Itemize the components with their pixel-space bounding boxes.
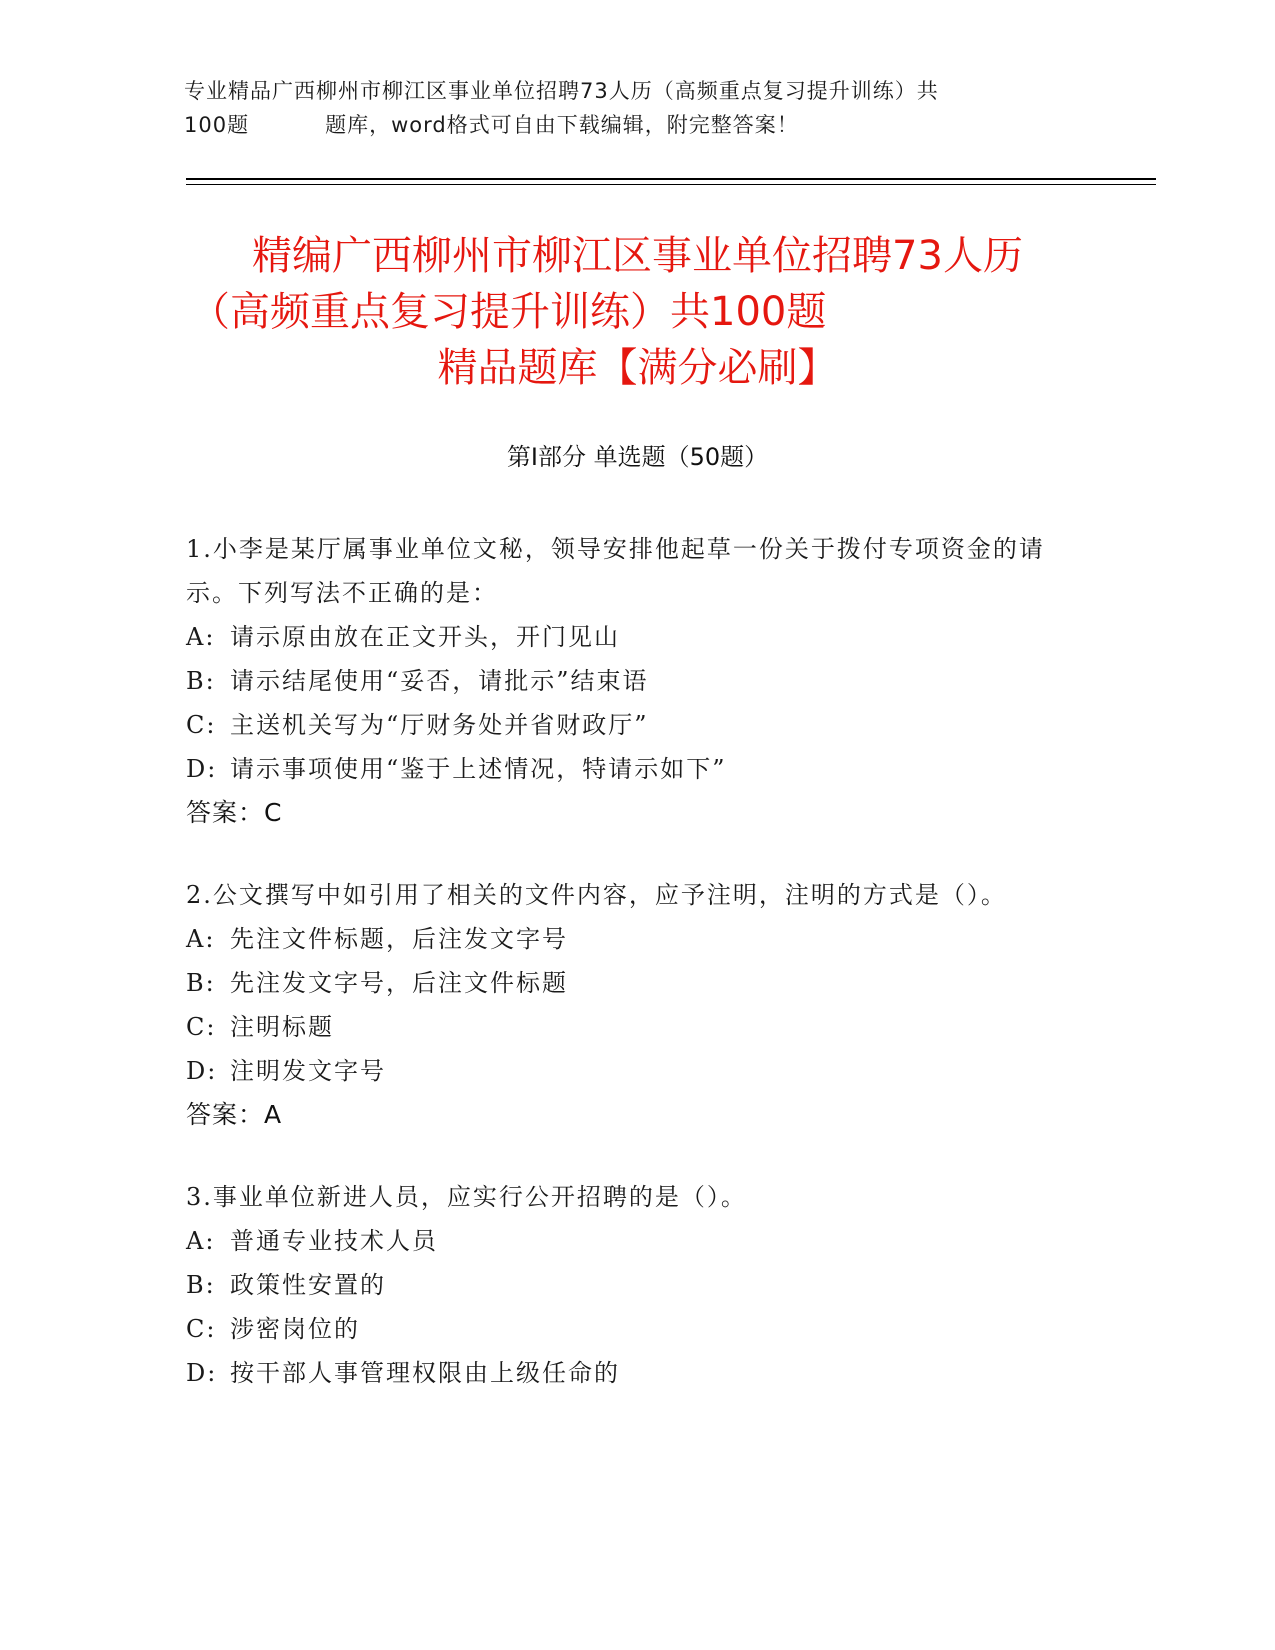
option-d: D: 请示事项使用“鉴于上述情况，特请示如下” (186, 755, 727, 783)
answer: 答案：C (186, 798, 283, 827)
option-d: D: 按干部人事管理权限由上级任命的 (186, 1359, 620, 1387)
option-a: A: 请示原由放在正文开头，开门见山 (186, 623, 620, 651)
header-divider-thin (186, 184, 1156, 185)
header-note (184, 74, 1064, 142)
header-divider-thick (186, 178, 1156, 180)
option-c: C: 涉密岗位的 (186, 1315, 360, 1343)
header-note-description: 题库，word格式可自由下载编辑，附完整答案！ (325, 113, 799, 137)
option-d: D: 注明发文字号 (186, 1057, 386, 1085)
document-title (150, 228, 1125, 396)
section-heading: 第Ⅰ部分 单选题（50题） (506, 443, 769, 471)
question-stem: 1.小李是某厅属事业单位文秘，领导安排他起草一份关于拨付专项资金的请示。下列写法不正确的是： (186, 535, 1045, 607)
answer: 答案：A (186, 1100, 283, 1129)
option-a: A: 先注文件标题，后注发文字号 (186, 925, 568, 953)
header-note-line-2 (184, 108, 1064, 142)
header-note-count: 100题 (184, 113, 250, 137)
option-c: C: 注明标题 (186, 1013, 334, 1041)
title-line-2: （高频重点复习提升训练）共100题 (190, 289, 827, 335)
option-b: B: 请示结尾使用“妥否，请批示”结束语 (186, 667, 649, 695)
question-1 (186, 527, 1066, 835)
title-line-1: 精编广西柳州市柳江区事业单位招聘73人历 (252, 233, 1023, 279)
option-a: A: 普通专业技术人员 (186, 1227, 438, 1255)
question-list (186, 527, 1066, 1433)
question-3 (186, 1175, 1066, 1395)
option-b: B: 先注发文字号，后注文件标题 (186, 969, 568, 997)
title-line-3: 精品题库【满分必刷】 (437, 345, 838, 391)
question-stem: 2.公文撰写中如引用了相关的文件内容，应予注明，注明的方式是（）。 (186, 881, 1007, 909)
question-2 (186, 873, 1066, 1137)
header-note-line-1: 专业精品广西柳州市柳江区事业单位招聘73人历（高频重点复习提升训练）共 (184, 79, 939, 103)
question-stem: 3.事业单位新进人员，应实行公开招聘的是（）。 (186, 1183, 747, 1211)
option-b: B: 政策性安置的 (186, 1271, 386, 1299)
option-c: C: 主送机关写为“厅财务处并省财政厅” (186, 711, 649, 739)
